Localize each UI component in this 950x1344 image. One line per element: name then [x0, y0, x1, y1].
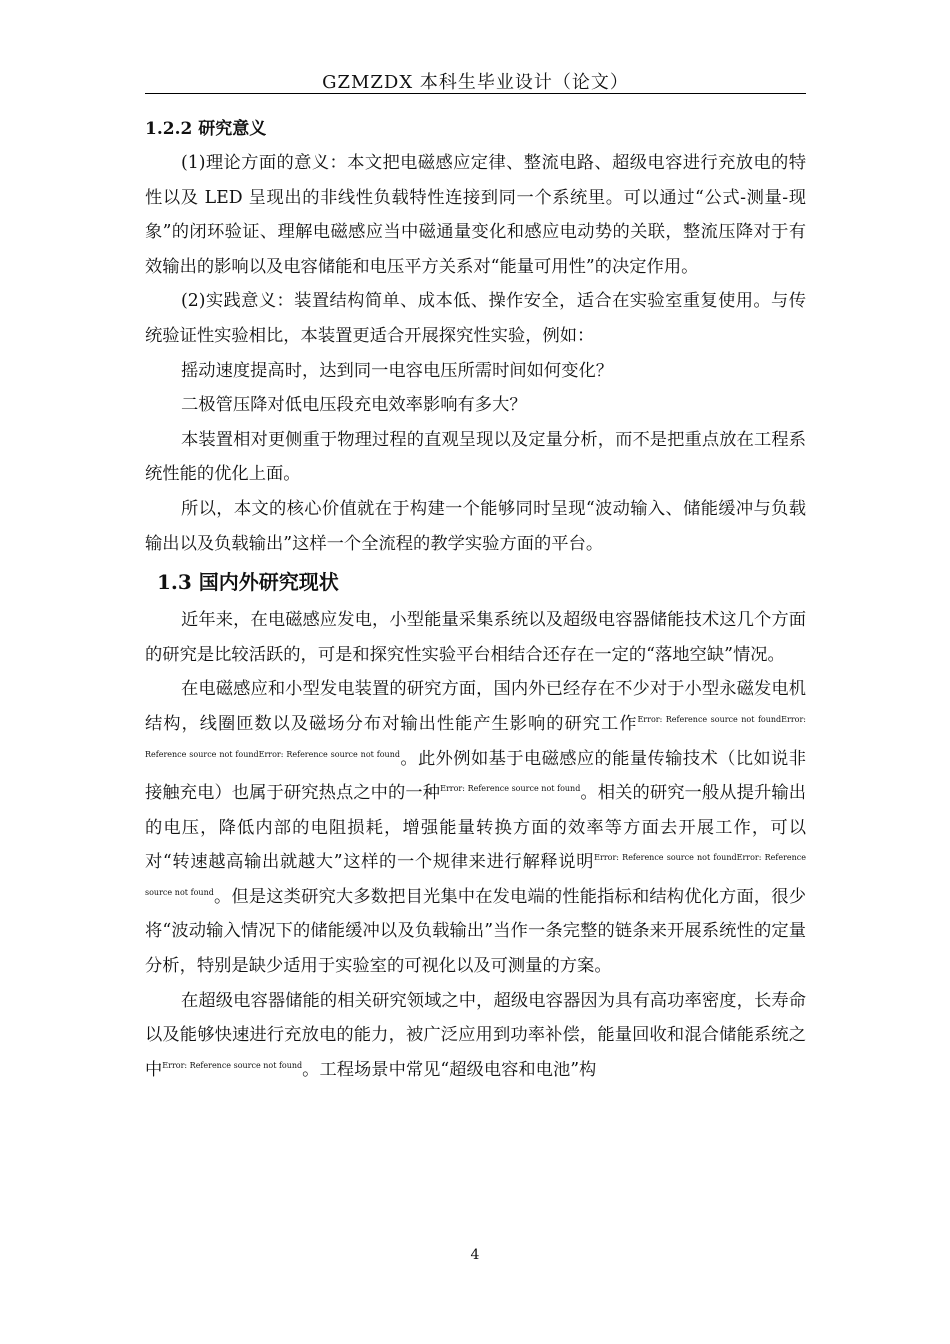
- section-heading-1-3: 1.3 国内外研究现状: [157, 570, 339, 595]
- text-run: 。相关的研究一般从提升输出的电压，降低内部的电阻损耗，增强能量转换方面的效率等方面去开展工作，可以对“转速越高输出就越大”这样的一个规律来进行解释说明: [145, 783, 806, 873]
- page-body: [145, 112, 806, 1087]
- text-run: 。工程场景中常见“超级电容和电池”构: [302, 1059, 597, 1080]
- paragraph: 所以，本文的核心价值就在于构建一个能够同时呈现“波动输入、储能缓冲与负载输出以及负载输出”这样一个全流程的教学实验方面的平台。: [145, 498, 806, 554]
- paragraph: 近年来，在电磁感应发电，小型能量采集系统以及超级电容器储能技术这几个方面的研究是比较活跃的，可是和探究性实验平台相结合还存在一定的“落地空缺”情况。: [145, 610, 806, 665]
- running-header: GZMZDX 本科生毕业设计（论文）: [322, 72, 629, 93]
- paragraph: (2)实践意义：装置结构简单、成本低、操作安全，适合在实验室重复使用。与传统验证性实验相比，本装置更适合开展探究性实验，例如：: [145, 291, 806, 346]
- text-run: 在电磁感应和小型发电装置的研究方面，国内外已经存在不少对于小型永磁发电机结构，线圈匝数以及磁场分布对输出性能产生影响的研究工作: [145, 679, 806, 734]
- citation-error: Error: Reference source not foundError: Reference source not foundError: Reference source not found: [145, 715, 806, 759]
- paragraph: (1)理论方面的意义：本文把电磁感应定律、整流电路、超级电容进行充放电的特性以及 LED 呈现出的非线性负载特性连接到同一个系统里。可以通过“公式-测量-现象”的闭环验证、理解电磁感应当中磁通量变化和感应电动势的关联，整流压降对于有效输出的影响以及电容储能和电压平方关系对“能量可用性”的决定作用。: [145, 153, 806, 277]
- page-number: 4: [470, 1247, 480, 1263]
- header-rule: [145, 93, 806, 94]
- paragraph: 二极管压降对低电压段充电效率影响有多大？: [181, 395, 527, 416]
- text-run: 。但是这类研究大多数把目光集中在发电端的性能指标和结构优化方面，很少将“波动输入情况下的储能缓冲以及负载输出”当作一条完整的链条来开展系统性的定量分析，特别是缺少适用于实验室的可视化以及可测量的方案。: [145, 886, 806, 977]
- paragraph: 摇动速度提高时，达到同一电容电压所需时间如何变化？: [181, 360, 614, 381]
- paragraph: 本装置相对更侧重于物理过程的直观呈现以及定量分析，而不是把重点放在工程系统性能的优化上面。: [145, 429, 806, 485]
- paragraph: [145, 984, 806, 1088]
- section-heading-1-2-2: 1.2.2 研究意义: [145, 119, 267, 139]
- citation-error: Error: Reference source not foundError: Reference source not found: [145, 853, 806, 898]
- citation-error: Error: Reference source not found: [162, 1061, 303, 1071]
- text-run: 。此外例如基于电磁感应的能量传输技术（比如说非接触充电）也属于研究热点之中的一种: [145, 748, 806, 804]
- text-run: 在超级电容器储能的相关研究领域之中，超级电容器因为具有高功率密度，长寿命以及能够快速进行充放电的能力，被广泛应用到功率补偿，能量回收和混合储能系统之中: [145, 990, 806, 1080]
- paragraph: [145, 672, 806, 983]
- citation-error: Error: Reference source not found: [440, 784, 581, 794]
